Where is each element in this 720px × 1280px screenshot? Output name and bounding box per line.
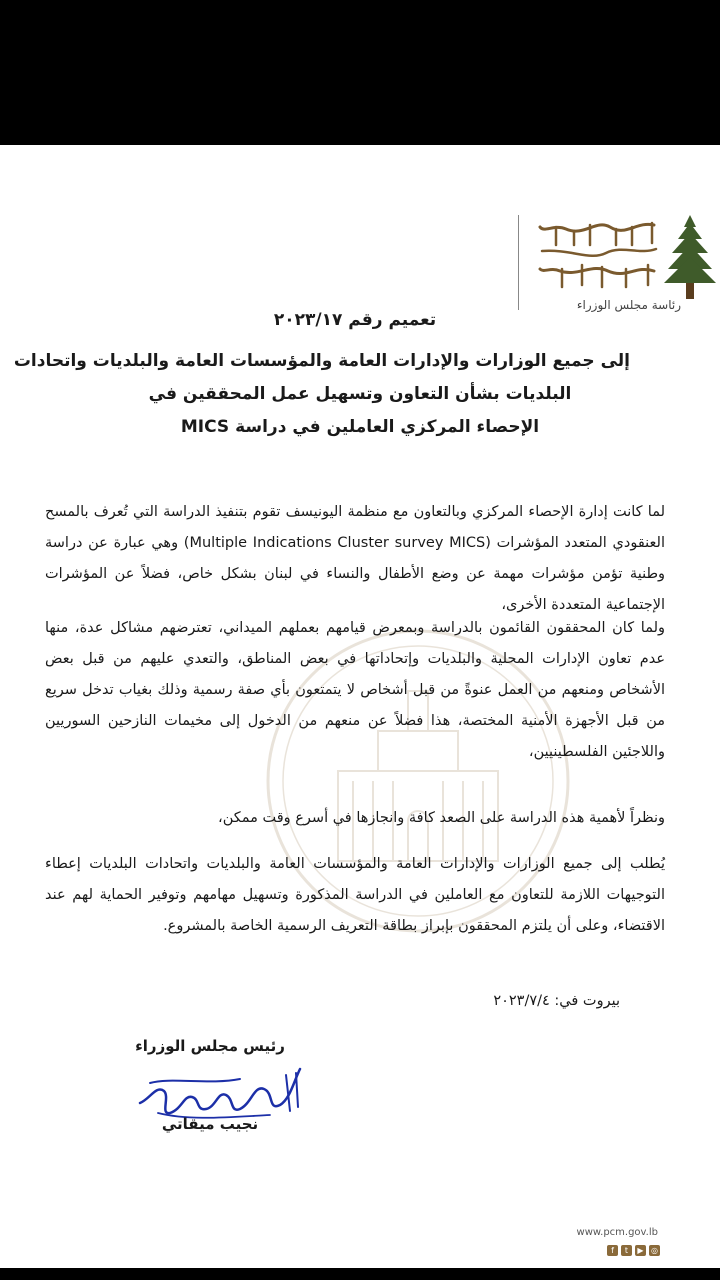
subject-line: الإحصاء المركزي العاملين في دراسة MICS (180, 417, 540, 437)
header-divider (518, 215, 519, 310)
top-black-band (0, 0, 720, 145)
republic-logo-script (536, 215, 660, 291)
website-url[interactable]: www.pcm.gov.lb (576, 1227, 658, 1238)
body-paragraph: ونظراً لأهمية هذه الدراسة على الصعد كافة وانجازها في أسرع وقت ممكن، (218, 810, 665, 826)
date-line: بيروت في: ٢٠٢٣/٧/٤ (493, 993, 620, 1009)
signatory-title: رئيس مجلس الوزراء (135, 1037, 285, 1055)
instagram-icon[interactable]: ◎ (649, 1245, 660, 1256)
body-paragraph: لما كانت إدارة الإحصاء المركزي وبالتعاون مع منظمة اليونيسف تقوم بتنفيذ الدراسة التي تُعرف بالمسح العنقودي المتعدد المؤشرات (Multiple Indications Cluster survey MICS) وهي عبارة عن دراسة وطنية تؤمن مؤشرات مهمة عن وضع الأطفال والنساء في لبنان بشكل خاص، فضلاً عن المؤشرات الإجتماعية المتعددة الأخرى، (45, 504, 665, 613)
subject-line: البلديات بشأن التعاون وتسهيل عمل المحققين في (148, 384, 572, 404)
circular-number: تعميم رقم ٢٠٢٣/١٧ (273, 310, 437, 330)
body-paragraph: يُطلب إلى جميع الوزارات والإدارات العامة والمؤسسات العامة والبلديات واتحادات البلديات إعطاء التوجيهات اللازمة للتعاون مع العاملين في الدراسة المذكورة وتسهيل مهامهم وتوفير الحماية لهم عند الاقتضاء، وعلى أن يلتزم المحققون بإبراز بطاقة التعريف الرسمية الخاصة بالمشروع. (45, 856, 665, 934)
body-paragraph: ولما كان المحققون القائمون بالدراسة وبمعرض قيامهم بعملهم الميداني، تعترضهم مشاكل عدة، منها عدم تعاون الإدارات المحلية والبلديات وإتحاداتها في بعض المناطق، والتعدي عليهم من قبل بعض الأشخاص ومنعهم من العمل عنوةً من قبل أشخاص لا يتمتعون بأي صفة رسمية وذلك بغياب تدخل سريع من قبل الأجهزة الأمنية المختصة، هذا فضلاً عن منعهم من الدخول إلى مخيمات النازحين السوريين واللاجئين الفلسطينيين، (45, 620, 665, 760)
signatory-name: نجيب ميقاتي (161, 1115, 259, 1133)
pcm-label: رئاسة مجلس الوزراء (576, 298, 681, 312)
twitter-icon[interactable]: t (621, 1245, 632, 1256)
youtube-icon[interactable]: ▶ (635, 1245, 646, 1256)
subject-heading (13, 345, 630, 444)
subject-line: إلى جميع الوزارات والإدارات العامة والمؤسسات العامة والبلديات واتحادات (13, 351, 630, 371)
bottom-black-band (0, 1268, 720, 1280)
document-page (0, 145, 720, 1268)
cedar-tree-icon (664, 213, 716, 305)
facebook-icon[interactable]: f (607, 1245, 618, 1256)
social-icons (604, 1245, 660, 1257)
